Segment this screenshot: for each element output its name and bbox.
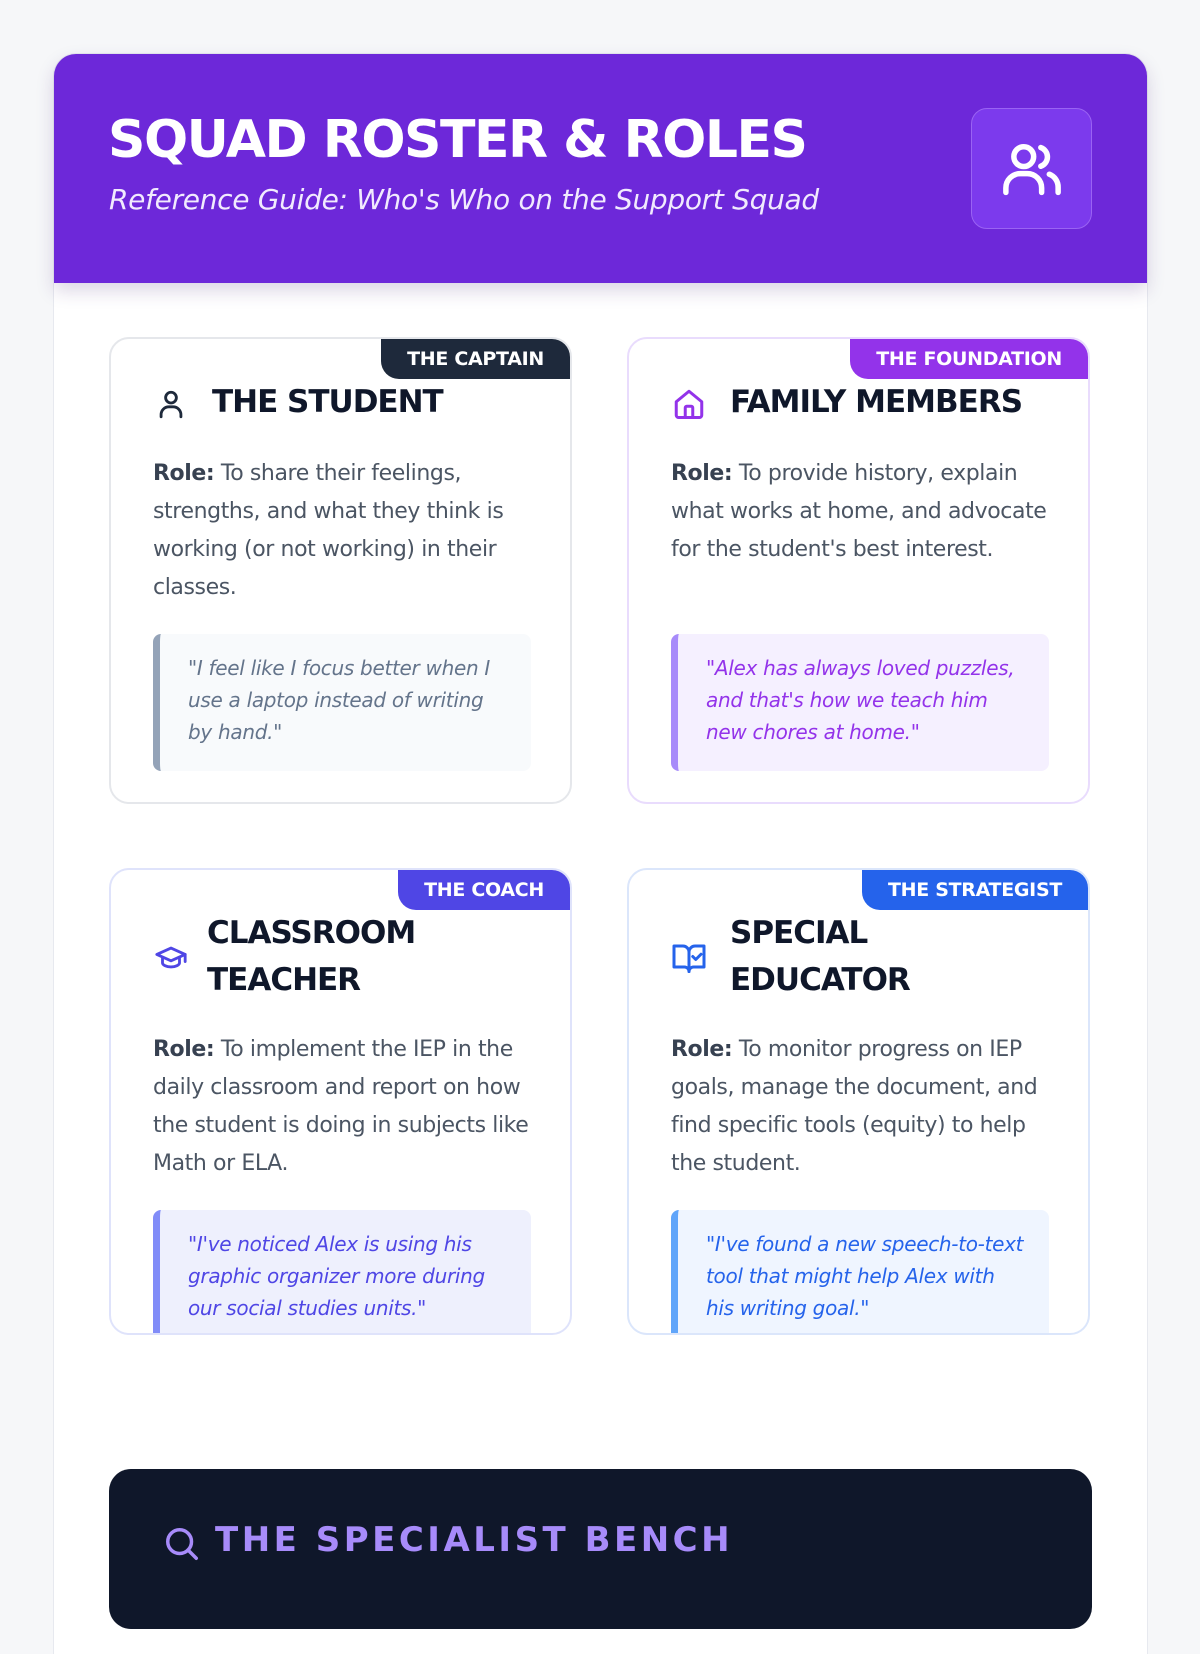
role-card-family bbox=[627, 337, 1090, 804]
card-title: SPECIAL EDUCATOR bbox=[730, 915, 910, 998]
card-quote: "Alex has always loved puzzles, and that's how we teach him new chores at home." bbox=[671, 634, 1049, 771]
role-text: To implement the IEP in the daily classroom and report on how the student is doing in subjects like Math or ELA. bbox=[153, 1037, 529, 1176]
specialist-bench-section bbox=[109, 1469, 1092, 1629]
page-subtitle: Reference Guide: Who's Who on the Support Squad bbox=[109, 183, 819, 216]
book-check-icon bbox=[671, 940, 707, 976]
card-role-description bbox=[153, 455, 533, 607]
role-text: To provide history, explain what works at home, and advocate for the student's best interest. bbox=[671, 461, 1047, 562]
user-icon bbox=[153, 386, 189, 422]
card-role-description bbox=[153, 1031, 533, 1183]
card-role-description bbox=[671, 455, 1051, 569]
role-label: Role: bbox=[153, 461, 215, 486]
card-quote: "I've found a new speech-to-text tool that might help Alex with his writing goal." bbox=[671, 1210, 1049, 1335]
role-label: Role: bbox=[671, 1037, 733, 1062]
home-icon bbox=[671, 386, 707, 422]
header-banner bbox=[54, 54, 1147, 283]
page-title: SQUAD ROSTER & ROLES bbox=[108, 110, 807, 170]
card-title: THE STUDENT bbox=[212, 384, 443, 420]
card-tag: THE FOUNDATION bbox=[850, 339, 1088, 379]
card-title: CLASSROOM TEACHER bbox=[207, 915, 416, 998]
card-quote: "I feel like I focus better when I use a laptop instead of writing by hand." bbox=[153, 634, 531, 771]
card-tag: THE STRATEGIST bbox=[862, 870, 1088, 910]
card-role-description bbox=[671, 1031, 1051, 1183]
role-card-special-educator bbox=[627, 868, 1090, 1335]
card-title: FAMILY MEMBERS bbox=[730, 384, 1023, 420]
role-card-student bbox=[109, 337, 572, 804]
role-card-teacher bbox=[109, 868, 572, 1335]
role-text: To monitor progress on IEP goals, manage the document, and find specific tools (equity) to help the student. bbox=[671, 1037, 1038, 1176]
role-label: Role: bbox=[153, 1037, 215, 1062]
card-tag: THE CAPTAIN bbox=[381, 339, 570, 379]
card-quote: "I've noticed Alex is using his graphic organizer more during our social studies units." bbox=[153, 1210, 531, 1335]
section-title: THE SPECIALIST BENCH bbox=[215, 1520, 734, 1560]
role-text: To share their feelings, strengths, and what they think is working (or not working) in their classes. bbox=[153, 461, 504, 600]
graduation-cap-icon bbox=[153, 940, 189, 976]
card-tag: THE COACH bbox=[398, 870, 570, 910]
users-icon bbox=[971, 108, 1092, 229]
role-label: Role: bbox=[671, 461, 733, 486]
reference-sheet bbox=[54, 54, 1147, 1654]
search-icon bbox=[163, 1525, 201, 1563]
